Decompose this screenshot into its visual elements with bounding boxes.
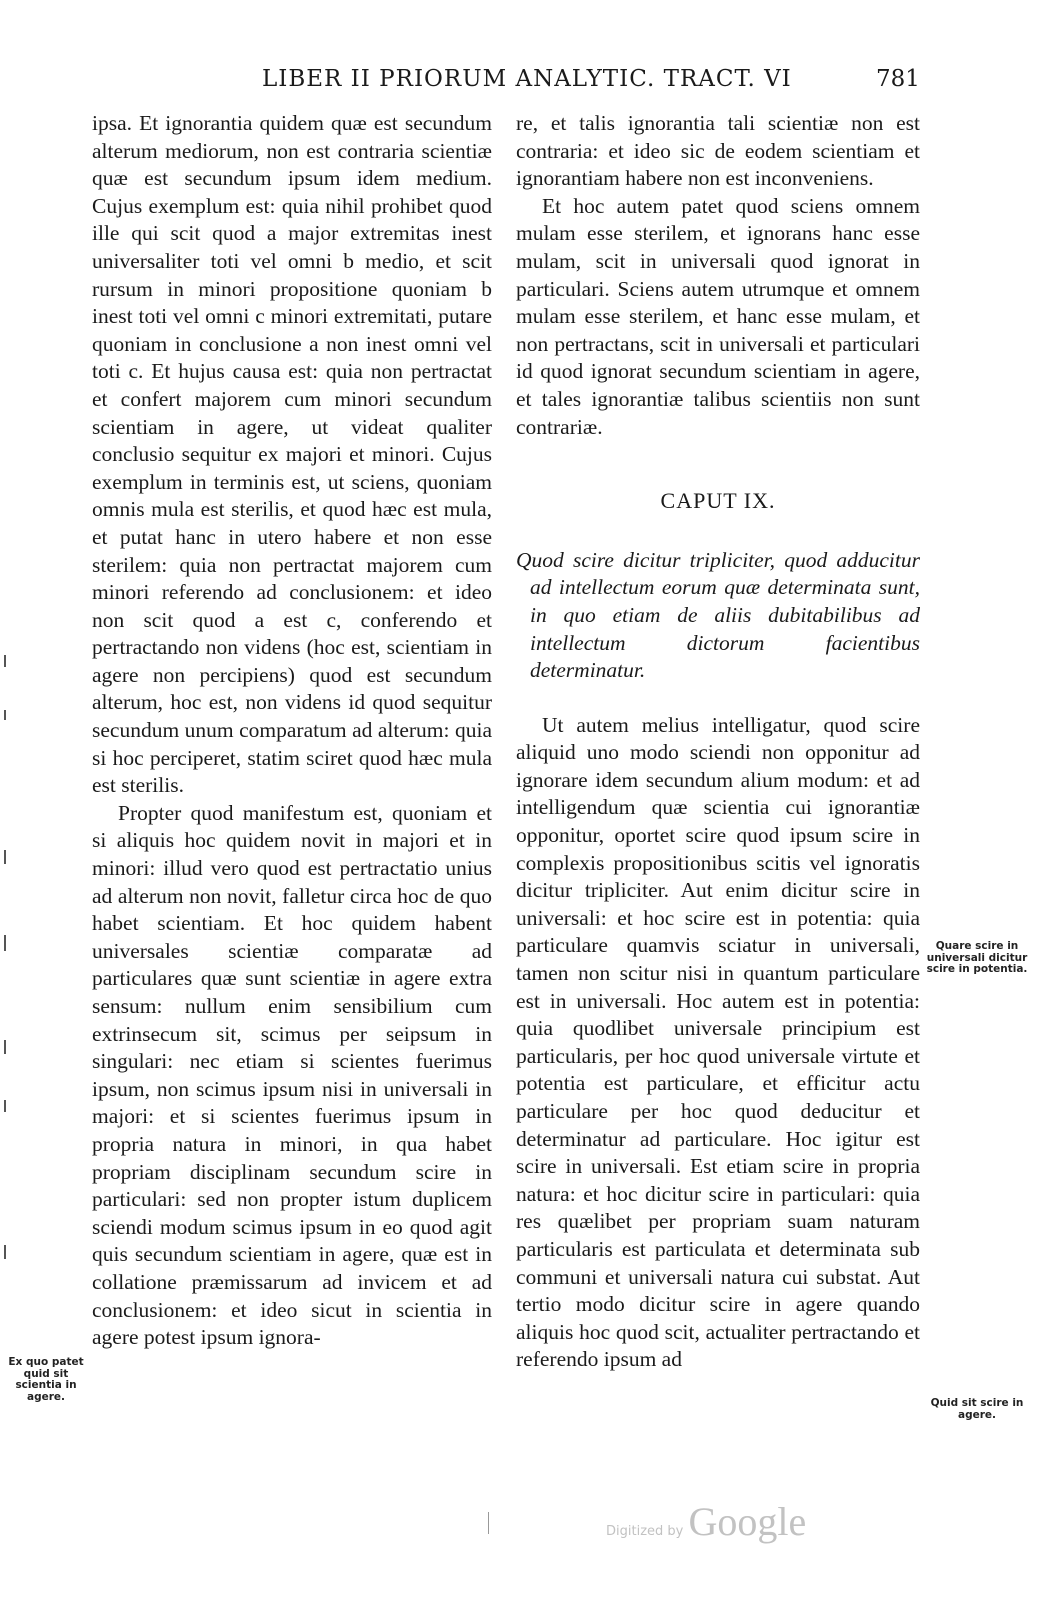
right-column <box>516 110 920 1374</box>
left-paragraph-1: ipsa. Et ignorantia quidem quæ est secundum alterum mediorum, non est contraria scientiæ quæ est secundum ipsum idem medium. Cujus exemplum est: quia nihil prohibet quod ille qui scit quod a major extremitas inest universaliter toti vel omni b medio, et scit rursum in minori propositione quoniam b inest toti vel omni c minori extremitati, putare quoniam in conclusione a non inest omni vel toti c. Et hujus causa est: quia non pertractat et confert majorem cum minori secundum scientiam in agere, ut videat qualiter conclusio sequitur ex majori et minori. Cujus exemplum in terminis est, ut sciens, quoniam omnis mula est sterilis, et quod hæc est mula, et putat hanc in utero habere et non esse sterilem: quia non pertractat majorem cum minori referendo ad conclusionem: et ideo non scit quod a est c, conferendo et pertractando non videns (hoc est, scientiam in agere non percipiens) quod est secundum alterum, hoc est, non videns id quod sequitur secundum unum comparatum ad alterum: quia si hoc perciperet, statim sciret quod hæc mula est sterilis. <box>92 111 492 798</box>
margin-note-left: Ex quo patet quid sit scientia in agere. <box>8 1356 84 1403</box>
gutter-mark <box>4 935 6 951</box>
chapter-heading: CAPUT IX. <box>660 488 776 514</box>
gutter-mark <box>4 850 6 864</box>
gutter-mark <box>4 1100 6 1112</box>
chapter-summary: Quod scire dicitur tripliciter, quod adducitur ad intellectum eorum quæ determinata sunt, in quo etiam de aliis dubitabilibus ad intellectum dictorum facientibus determinatur. <box>516 547 920 683</box>
google-logo: Google <box>688 1499 807 1544</box>
margin-note-right-1: Quare scire in universali dicitur scire in potentia. <box>926 940 1028 975</box>
right-paragraph-3: Ut autem melius intelligatur, quod scire aliquid uno modo sciendi non opponitur ad ignorare idem secundum alium modum: et ad intelligendum quæ scientia cui ignorantiæ opponitur, oportet scire quod ipsum scire in complexis propositionibus scitis vel ignoratis dicitur tripliciter. Aut enim dicitur scire in universali: et hoc scire est in potentia: quia particulare quamvis sciatur in universali, tamen non scitur nisi in quantum particulare est in universali. Hoc autem est in potentia: quia quodlibet universale principium est particularis, per hoc quod universale virtute et potentia est particulare, et efficitur actu particulare per hoc quod deducitur et determinatur ad particulare. Hoc igitur est scire in universali. Est etiam scire in propria natura: et hoc dicitur scire in particulari: quia res quælibet per propriam suam naturam particularis est particulata et determinata sub communi et universali natura cui substat. Aut tertio modo dicitur scire in agere quando aliquis hoc quod scit, actualiter pertractando et referendo ipsum ad <box>516 712 920 1372</box>
page-number: 781 <box>876 66 920 92</box>
margin-note-right-2: Quid sit scire in agere. <box>930 1397 1024 1421</box>
gutter-mark <box>4 710 6 720</box>
watermark-prefix: Digitized by <box>606 1524 684 1539</box>
page-header <box>0 66 1038 100</box>
running-title: LIBER II PRIORUM ANALYTIC. TRACT. VI <box>262 66 792 92</box>
footer-rule <box>488 1512 489 1534</box>
left-column <box>92 110 492 1352</box>
gutter-mark <box>4 1040 6 1054</box>
gutter-mark <box>4 655 6 667</box>
right-paragraph-2: Et hoc autem patet quod sciens omnem mulam esse sterilem, et ignorans hanc esse mulam, scit in universali quod ignorat in particulari. Sciens autem utrumque et omnem mulam esse sterilem, et hanc esse mulam, et non pertractans, scit in universali et particulari id quod ignorat secundum scientiam in agere, et tales ignorantiæ talibus scientiis non sunt contrariæ. <box>516 193 920 439</box>
right-paragraph-1: re, et talis ignorantia tali scientiæ non est contraria: et ideo sic de eodem scientiam et ignorantiam habere non est inconveniens. <box>516 111 920 191</box>
gutter-mark <box>4 1245 6 1259</box>
left-paragraph-2: Propter quod manifestum est, quoniam et si aliquis hoc quidem novit in majori et in minori: illud vero quod est pertractatio unius ad alterum non novit, falletur circa hoc de quo habet scientiam. Et hoc quidem habent universales scientiæ comparatæ ad particulares quæ sunt scientiæ in agere extra sensum: nullum enim sensibilium cum extrinsecum sit, scimus per seipsum in singulari: nec etiam si scientes fuerimus ipsum, non scimus ipsum nisi in universali in majori: et si scientes fuerimus ipsum in propria natura in minori, in qua habet propriam disciplinam secundum scire in particulari: sed non propter istum duplicem sciendi modum scimus ipsum in eo quod agit quis secundum scientiam in agere, quæ est in collatione præmissarum ad invicem et ad conclusionem: et ideo sicut in scientia in agere potest ipsum ignora- <box>92 800 492 1350</box>
digitized-watermark <box>606 1498 806 1545</box>
